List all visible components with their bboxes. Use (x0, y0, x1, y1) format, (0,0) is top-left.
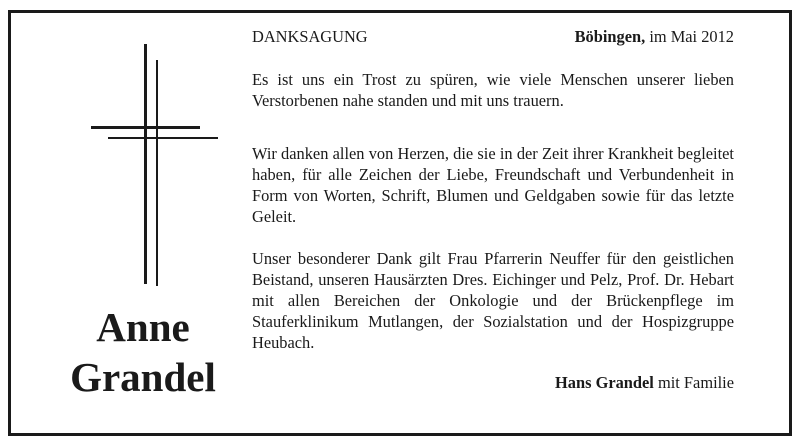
paragraph-1: Es ist uns ein Trost zu spüren, wie viele Menschen unserer lieben Verstorbenen nahe standen und mit uns trauern. (252, 70, 734, 110)
place-date (575, 26, 734, 47)
signature (252, 372, 734, 393)
deceased-last-name: Grandel (70, 354, 216, 400)
paragraph-2: Wir danken allen von Herzen, die sie in der Zeit ihrer Krankheit begleitet haben, für alle Zeichen der Liebe, Freundschaft und Verbundenheit in Form von Worten, Schrift, Blumen und Geldgaben sowie für das letzte Geleit. (252, 144, 734, 226)
paragraph-3: Unser besonderer Dank gilt Frau Pfarrerin Neuffer für den geistlichen Beistand, unseren Hausärzten Dres. Eichinger und Pelz, Prof. Dr. Hebart mit allen Bereichen der Onkologie und der Brückenpflege im Stauferklinikum Mutlangen, der Sozialstation und der Hospizgruppe Heubach. (252, 249, 734, 352)
place: Böbingen, (574, 27, 646, 46)
header-line (252, 26, 734, 47)
deceased-first-name: Anne (96, 304, 190, 350)
notice-title: DANKSAGUNG (252, 27, 368, 46)
signature-name: Hans Grandel (555, 373, 654, 392)
signature-suffix: mit Familie (657, 373, 734, 392)
date: im Mai 2012 (649, 27, 734, 46)
